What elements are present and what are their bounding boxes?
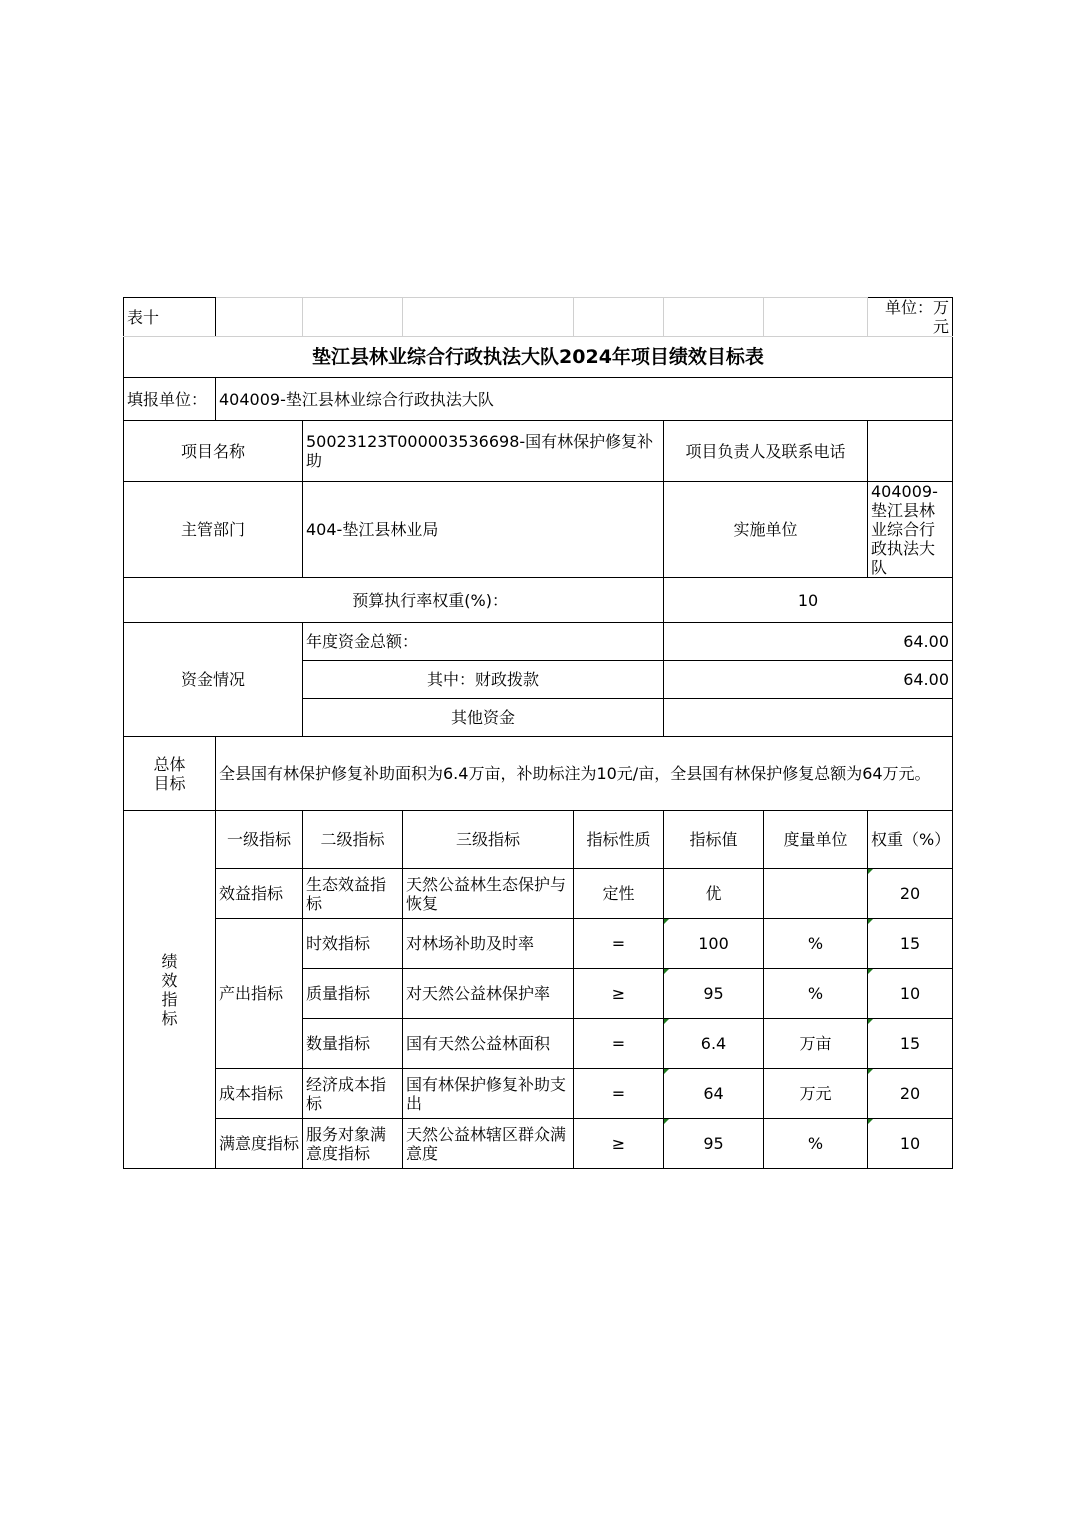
level3-cell: 天然公益林辖区群众满意度 bbox=[403, 1119, 574, 1169]
header-weight: 权重（%） bbox=[868, 811, 953, 869]
funds-fiscal-label: 其中：财政拨款 bbox=[303, 661, 664, 699]
department-value: 404-垫江县林业局 bbox=[303, 482, 664, 578]
nature-cell: ≥ bbox=[574, 969, 664, 1019]
level3-cell: 对林场补助及时率 bbox=[403, 919, 574, 969]
unit-cell: 万元 bbox=[764, 1069, 868, 1119]
funds-other-label: 其他资金 bbox=[303, 699, 664, 737]
weight-cell: 15 bbox=[868, 1019, 953, 1069]
header-value: 指标值 bbox=[664, 811, 764, 869]
unit-cell: % bbox=[764, 919, 868, 969]
department-label: 主管部门 bbox=[124, 482, 303, 578]
filing-unit-value: 404009-垫江县林业综合行政执法大队 bbox=[216, 378, 953, 421]
performance-target-table bbox=[123, 297, 953, 1169]
funds-total-label: 年度资金总额： bbox=[303, 623, 664, 661]
level3-cell: 天然公益林生态保护与恢复 bbox=[403, 869, 574, 919]
project-contact-value bbox=[868, 421, 953, 482]
value-cell: 优 bbox=[664, 869, 764, 919]
level3-cell: 国有天然公益林面积 bbox=[403, 1019, 574, 1069]
funds-fiscal-value: 64.00 bbox=[664, 661, 953, 699]
level2-cell: 服务对象满意度指标 bbox=[303, 1119, 403, 1169]
header-unit: 度量单位 bbox=[764, 811, 868, 869]
page-title: 垫江县林业综合行政执法大队2024年项目绩效目标表 bbox=[124, 337, 953, 378]
header-level1: 一级指标 bbox=[216, 811, 303, 869]
level1-benefit: 效益指标 bbox=[216, 869, 303, 919]
nature-cell: = bbox=[574, 1019, 664, 1069]
table-row bbox=[124, 869, 953, 919]
project-contact-label: 项目负责人及联系电话 bbox=[664, 421, 868, 482]
level2-cell: 质量指标 bbox=[303, 969, 403, 1019]
header-level3: 三级指标 bbox=[403, 811, 574, 869]
weight-cell: 20 bbox=[868, 869, 953, 919]
value-cell: 95 bbox=[664, 1119, 764, 1169]
implementing-unit-value: 404009-垫江县林业综合行政执法大队 bbox=[868, 482, 953, 578]
weight-cell: 10 bbox=[868, 1119, 953, 1169]
level1-cost: 成本指标 bbox=[216, 1069, 303, 1119]
funds-total-value: 64.00 bbox=[664, 623, 953, 661]
value-cell: 64 bbox=[664, 1069, 764, 1119]
budget-weight-label: 预算执行率权重(%)： bbox=[124, 578, 664, 623]
filing-unit-label: 填报单位： bbox=[124, 378, 216, 421]
performance-indicators-label: 绩 效 指 标 bbox=[124, 811, 216, 1169]
header-nature: 指标性质 bbox=[574, 811, 664, 869]
weight-cell: 20 bbox=[868, 1069, 953, 1119]
unit-cell: % bbox=[764, 969, 868, 1019]
funds-label: 资金情况 bbox=[124, 623, 303, 737]
nature-cell: = bbox=[574, 919, 664, 969]
nature-cell: ≥ bbox=[574, 1119, 664, 1169]
implementing-unit-label: 实施单位 bbox=[664, 482, 868, 578]
weight-cell: 15 bbox=[868, 919, 953, 969]
funds-other-value bbox=[664, 699, 953, 737]
header-level2: 二级指标 bbox=[303, 811, 403, 869]
unit-cell: 万亩 bbox=[764, 1019, 868, 1069]
level3-cell: 国有林保护修复补助支出 bbox=[403, 1069, 574, 1119]
project-name-label: 项目名称 bbox=[124, 421, 303, 482]
unit-label: 单位：万元 bbox=[868, 298, 953, 337]
overall-goal-text: 全县国有林保护修复补助面积为6.4万亩，补助标注为10元/亩，全县国有林保护修复总额为64万元。 bbox=[216, 737, 953, 811]
budget-weight-value: 10 bbox=[664, 578, 953, 623]
level3-cell: 对天然公益林保护率 bbox=[403, 969, 574, 1019]
level1-satisfaction: 满意度指标 bbox=[216, 1119, 303, 1169]
overall-goal-label: 总体 目标 bbox=[124, 737, 216, 811]
value-cell: 6.4 bbox=[664, 1019, 764, 1069]
table-row bbox=[124, 1119, 953, 1169]
value-cell: 100 bbox=[664, 919, 764, 969]
unit-cell: % bbox=[764, 1119, 868, 1169]
weight-cell: 10 bbox=[868, 969, 953, 1019]
level2-cell: 时效指标 bbox=[303, 919, 403, 969]
nature-cell: 定性 bbox=[574, 869, 664, 919]
level2-cell: 生态效益指标 bbox=[303, 869, 403, 919]
unit-cell bbox=[764, 869, 868, 919]
table-number: 表十 bbox=[124, 298, 216, 337]
level2-cell: 经济成本指标 bbox=[303, 1069, 403, 1119]
table-row bbox=[124, 919, 953, 969]
level2-cell: 数量指标 bbox=[303, 1019, 403, 1069]
project-name-value: 50023123T000003536698-国有林保护修复补助 bbox=[303, 421, 664, 482]
value-cell: 95 bbox=[664, 969, 764, 1019]
level1-output: 产出指标 bbox=[216, 919, 303, 1069]
table-row bbox=[124, 1069, 953, 1119]
nature-cell: = bbox=[574, 1069, 664, 1119]
